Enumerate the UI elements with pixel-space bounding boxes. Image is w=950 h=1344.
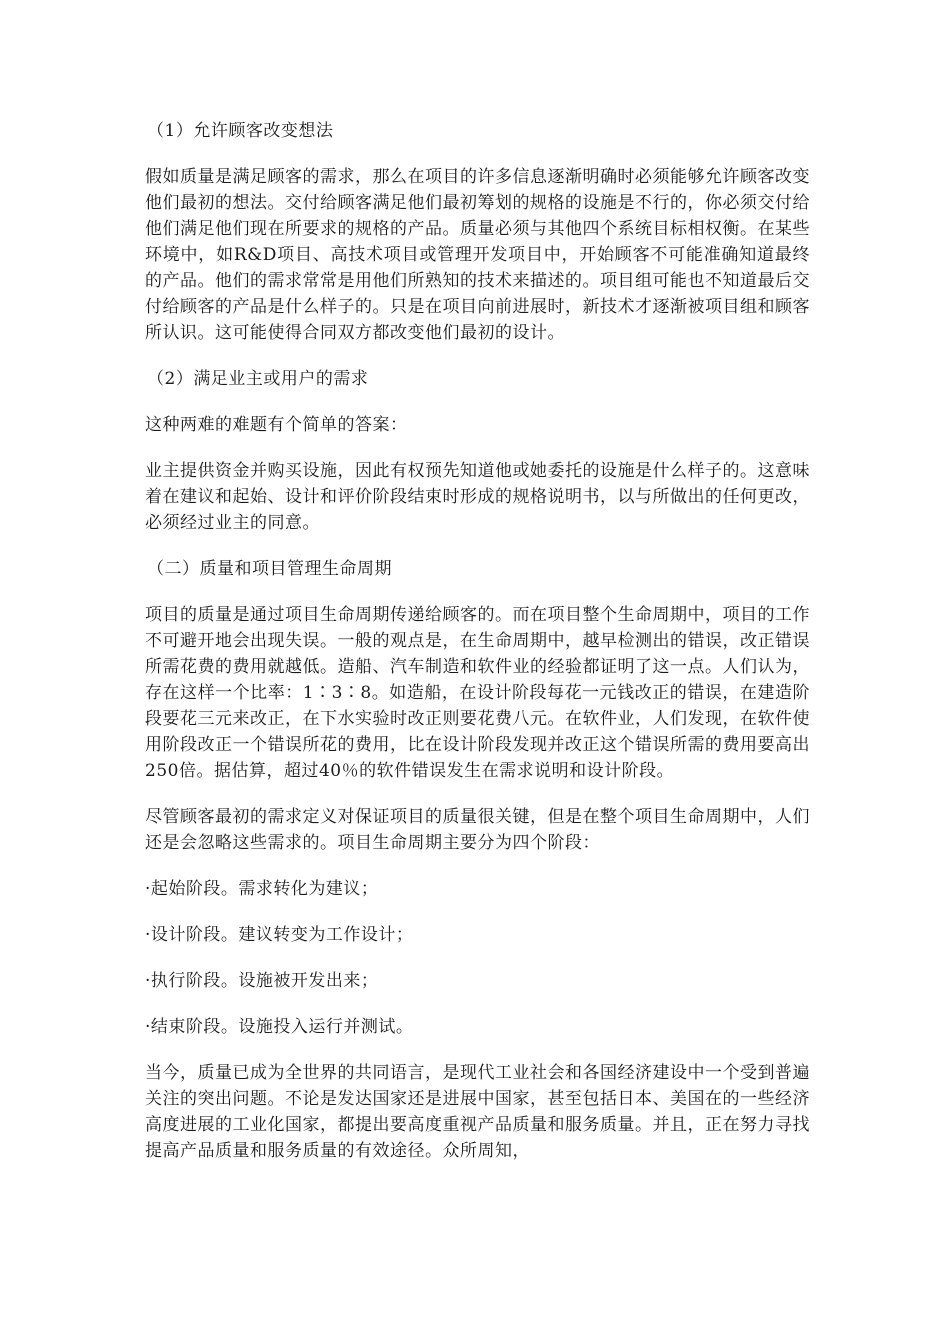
list-item-closure: ·结束阶段。设施投入运行并测试。 (145, 1017, 414, 1037)
list-item-design: ·设计阶段。建议转变为工作设计； (145, 925, 414, 945)
paragraph-dilemma: 这种两难的难题有个简单的答案： (145, 415, 408, 435)
paragraph-global-quality: 当今，质量已成为全世界的共同语言，是现代工业社会和各国经济建设中一个受到普遍关注的突出问题。不论是发达国家还是进展中国家，甚至包括日本、美国在的一些经济高度进展的工业化国家，都提出要高度重视产品质量和服务质量。并且，正在努力寻找提高产品质量和服务质量的有效途径。众所周知， (145, 1063, 810, 1161)
paragraph-four-stages: 尽管顾客最初的需求定义对保证项目的质量很关键，但是在整个项目生命周期中，人们还是会忽略这些需求的。项目生命周期主要分为四个阶段： (145, 807, 810, 853)
section-heading-quality-lifecycle: （二）质量和项目管理生命周期 (147, 559, 392, 579)
document-page (145, 118, 810, 1184)
list-item-initiation: ·起始阶段。需求转化为建议； (145, 879, 379, 899)
list-item-execution: ·执行阶段。设施被开发出来； (145, 971, 379, 991)
paragraph-owner-funding: 业主提供资金并购买设施，因此有权预先知道他或她委托的设施是什么样子的。这意味着在建议和起始、设计和评价阶段结束时形成的规格说明书，以与所做出的任何更改，必须经过业主的同意。 (145, 461, 810, 533)
section-heading-allow-change: （1）允许顾客改变想法 (147, 121, 334, 141)
section-heading-owner-needs: （2）满足业主或用户的需求 (147, 369, 369, 389)
paragraph-allow-change: 假如质量是满足顾客的需求，那么在项目的许多信息逐渐明确时必须能够允许顾客改变他们最初的想法。交付给顾客满足他们最初筹划的规格的设施是不行的，你必须交付给他们满足他们现在所要求的规格的产品。质量必须与其他四个系统目标相权衡。在某些环境中，如R&D项目、高技术项目或管理开发项目中，开始顾客不可能准确知道最终的产品。他们的需求常常是用他们所熟知的技术来描述的。项目组可能也不知道最后交付给顾客的产品是什么样子的。只是在项目向前进展时，新技术才逐渐被项目组和顾客所认识。这可能使得合同双方都改变他们最初的设计。 (145, 167, 810, 343)
paragraph-lifecycle-errors: 项目的质量是通过项目生命周期传递给顾客的。而在项目整个生命周期中，项目的工作不可避开地会出现失误。一般的观点是，在生命周期中，越早检测出的错误，改正错误所需花费的费用就越低。造船、汽车制造和软件业的经验都证明了这一点。人们认为，存在这样一个比率：1∶3∶8。如造船，在设计阶段每花一元钱改正的错误，在建造阶段要花三元来改正，在下水实验时改正则要花费八元。在软件业，人们发现，在软件使用阶段改正一个错误所花的费用，比在设计阶段发现并改正这个错误所需的费用要高出250倍。据估算，超过40％的软件错误发生在需求说明和设计阶段。 (145, 605, 810, 781)
